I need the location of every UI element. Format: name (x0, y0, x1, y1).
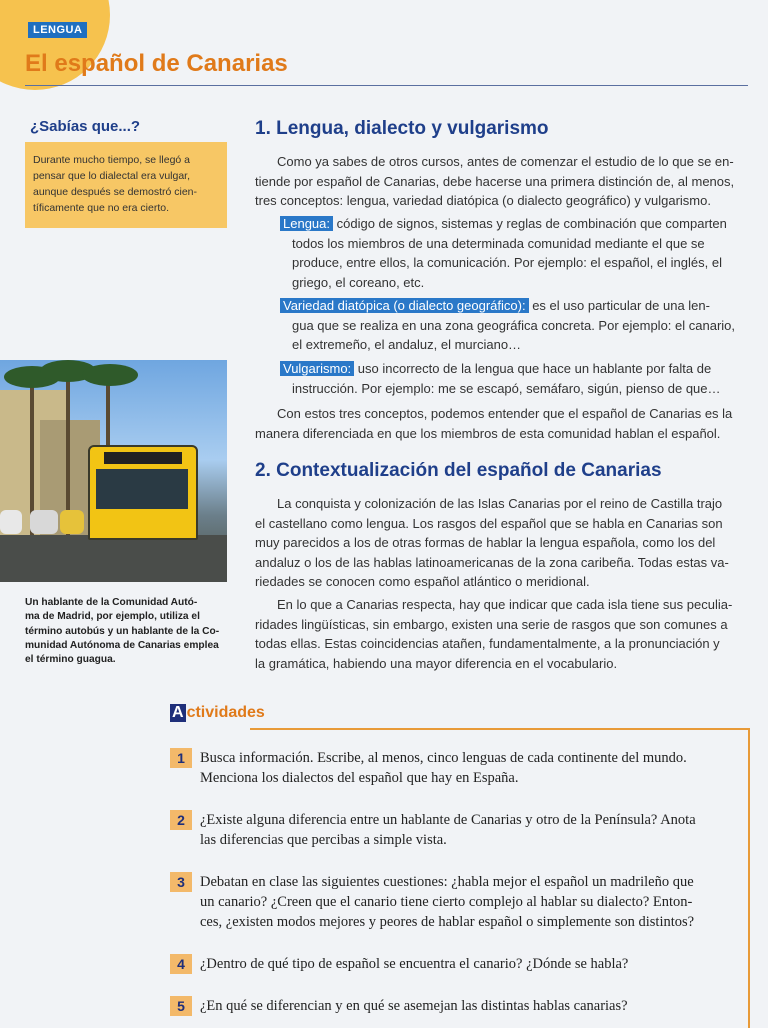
paragraph-line: todas ellas. Estas coincidencias atañen, fundamentalmente, a la pronunciación y (255, 636, 720, 651)
bus-destination-sign (104, 452, 182, 464)
section2-heading: 2. Contextualización del español de Canarias (255, 460, 662, 481)
term-lengua: Lengua: (280, 216, 333, 231)
bus (88, 445, 198, 540)
definition-line: el extremeño, el andaluz, el murciano… (292, 337, 522, 352)
closing-line: Con estos tres conceptos, podemos entender que el español de Canarias es la (277, 406, 733, 421)
intro-line: Como ya sabes de otros cursos, antes de comenzar el estudio de lo que se en- (277, 154, 734, 169)
section1-heading: 1. Lengua, dialecto y vulgarismo (255, 118, 549, 139)
car (30, 510, 58, 534)
activities-heading (170, 704, 265, 722)
caption-line: término autobús y un hablante de la Co- (25, 625, 220, 637)
activity-line: ¿Dentro de qué tipo de español se encuentra el canario? ¿Dónde se habla? (200, 956, 629, 972)
section2-paragraph1 (255, 494, 749, 592)
paragraph-line: riedades se conocen como español atlántico o meridional. (255, 574, 590, 589)
definition-line: uso incorrecto de la lengua que hace un hablante por falta de (357, 361, 712, 376)
caption-line: munidad Autónoma de Canarias emplea (25, 639, 219, 651)
paragraph-line: andaluz o los de las hablas latinoamericanas de la zona caribeña. Todas estas va- (255, 554, 729, 570)
activity-line: ces, ¿existen modos mejores y peores de hablar español o simplemente son distintos? (200, 914, 695, 930)
definition-line: gua que se realiza en una zona geográfica concreta. Por ejemplo: el canario, (292, 317, 736, 333)
car (0, 510, 22, 534)
did-you-know-heading: ¿Sabías que...? (30, 118, 141, 135)
activity-item (200, 748, 738, 788)
paragraph-line: el castellano como lengua. Los rasgos del español que se habla en Canarias son (255, 515, 723, 531)
note-line: aunque después se demostró cien- (33, 186, 198, 198)
activities-heading-rest: ctividades (186, 704, 265, 721)
bus-windshield (96, 469, 188, 509)
note-line: Durante mucho tiempo, se llegó a (33, 154, 191, 166)
note-line: pensar que lo dialectal era vulgar, (33, 170, 191, 182)
activity-line: Debatan en clase las siguientes cuestiones: ¿habla mejor el español un madrileño que (200, 874, 694, 890)
definition-line: es el uso particular de una len- (532, 298, 710, 313)
definition-line: instrucción. Por ejemplo: me se escapó, semáfaro, sigún, pienso de que… (292, 380, 721, 396)
term-variedad: Variedad diatópica (o dialecto geográfico): (280, 298, 529, 313)
activity-line: un canario? ¿Creen que el canario tiene cierto complejo al hablar su dialecto? Enton- (200, 894, 693, 910)
bus-photo (0, 360, 227, 582)
activity-number: 5 (170, 996, 192, 1016)
intro-line: tiende por español de Canarias, debe hacerse una primera distinción de, al menos, (255, 173, 735, 189)
section2-paragraph2 (255, 595, 749, 673)
did-you-know-note (25, 142, 227, 228)
caption-line: ma de Madrid, por ejemplo, utiliza el (25, 611, 200, 623)
title-divider (25, 85, 748, 86)
activity-line: ¿Existe alguna diferencia entre un hablante de Canarias y otro de la Península? Anota (200, 812, 696, 828)
paragraph-line: la gramática, habiendo una mayor diferencia en el vocabulario. (255, 655, 618, 671)
activity-line: ¿En qué se diferencian y en qué se asemejan las distintas hablas canarias? (200, 998, 628, 1014)
photo-caption (25, 596, 230, 667)
paragraph-line: ridades lingüísticas, sin embargo, existen una serie de rasgos que son comunes a (255, 616, 728, 632)
activity-item (200, 872, 738, 932)
note-line: tíficamente que no era cierto. (33, 202, 169, 214)
definition-line: código de signos, sistemas y reglas de combinación que comparten (336, 216, 727, 231)
closing-line: manera diferenciada en que los miembros de esta comunidad hablan el español. (255, 425, 721, 441)
activity-number: 3 (170, 872, 192, 892)
term-vulgarismo: Vulgarismo: (280, 361, 354, 376)
activities-initial: A (172, 704, 184, 721)
activity-item (200, 996, 738, 1016)
section-tag: LENGUA (28, 22, 87, 38)
caption-line: el término guagua. (25, 654, 116, 666)
activity-item (200, 954, 738, 974)
activity-number: 1 (170, 748, 192, 768)
paragraph-line: En lo que a Canarias respecta, hay que indicar que cada isla tiene sus peculia- (277, 597, 733, 612)
definition-line: todos los miembros de una determinada comunidad mediante el que se (292, 235, 705, 251)
page-title: El español de Canarias (25, 50, 288, 77)
activity-number: 4 (170, 954, 192, 974)
caption-line: Un hablante de la Comunidad Autó- (25, 597, 198, 608)
definition-line: produce, entre ellos, la comunicación. Por ejemplo: el español, el inglés, el (292, 255, 722, 270)
activity-line: Menciona los dialectos del español que hay en España. (200, 770, 519, 786)
definition-lengua (280, 214, 749, 292)
section1-intro (255, 152, 749, 211)
palm-fronds (82, 364, 138, 386)
section1-closing (255, 404, 749, 443)
paragraph-line: La conquista y colonización de las Islas Canarias por el reino de Castilla trajo (277, 496, 723, 511)
intro-line: tres conceptos: lengua, variedad diatópica (o dialecto geográfico) y vulgarismo. (255, 193, 711, 208)
definition-line: griego, el coreano, etc. (292, 274, 425, 290)
activity-line: Busca información. Escribe, al menos, cinco lenguas de cada continente del mundo. (200, 750, 687, 766)
activity-item (200, 810, 738, 850)
definition-variedad (280, 296, 749, 355)
paragraph-line: muy parecidos a los de otras formas de hablar la lengua española, como los del (255, 535, 716, 550)
activity-number: 2 (170, 810, 192, 830)
definition-vulgarismo (280, 359, 749, 398)
road (0, 535, 227, 582)
car (60, 510, 84, 534)
activity-line: las diferencias que percibas a simple vista. (200, 832, 447, 848)
